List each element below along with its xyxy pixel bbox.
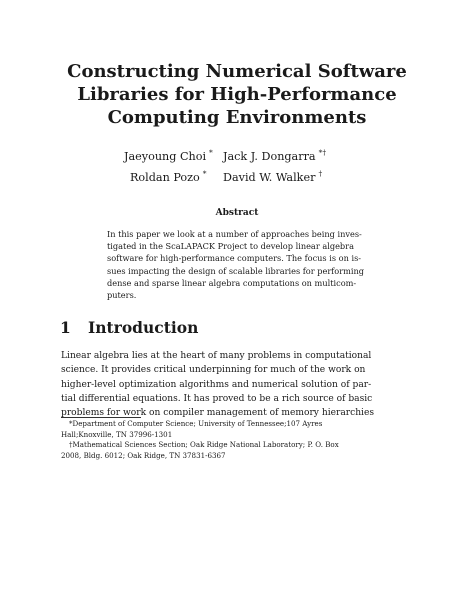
footnote-divider	[61, 417, 141, 418]
abstract-line: In this paper we look at a number of approaches being inves-	[107, 229, 362, 239]
footnote-line: Hall;Knoxville, TN 37996-1301	[61, 429, 173, 439]
section-heading	[60, 318, 198, 337]
abstract-line: sues impacting the design of scalable libraries for performing	[107, 265, 365, 276]
author-column-right	[223, 144, 326, 186]
title-line-3: Computing Environments	[107, 107, 367, 128]
intro-line: tial differential equations. It has proved to be a rich source of basic	[61, 393, 373, 404]
author-name: Jaeyoung Choi	[124, 150, 207, 163]
author-name: Jack J. Dongarra	[223, 150, 316, 163]
author-entry	[223, 165, 326, 186]
section-number: 1	[60, 318, 71, 337]
footnote-line: 2008, Bldg. 6012; Oak Ridge, TN 37831-6367	[61, 450, 226, 460]
author-entry	[124, 144, 213, 165]
abstract-line: dense and sparse linear algebra computations on multicom-	[107, 277, 357, 288]
footnote-line: †Mathematical Sciences Section; Oak Ridge National Laboratory; P. O. Box	[69, 440, 339, 450]
intro-line: problems for work on compiler management of memory hierarchies	[61, 408, 375, 419]
abstract-heading: Abstract	[215, 208, 259, 218]
intro-line: science. It provides critical underpinning for much of the work on	[61, 365, 366, 376]
author-affiliation-mark: †	[318, 169, 323, 178]
author-affiliation-mark: *	[202, 169, 207, 178]
intro-line: Linear algebra lies at the heart of many problems in computational	[61, 351, 372, 361]
abstract-line: software for high-performance computers. The focus is on is-	[107, 253, 362, 264]
author-affiliation-mark: *†	[318, 148, 327, 157]
author-column-left	[124, 144, 213, 186]
author-name: Roldan Pozo	[130, 171, 200, 184]
footnotes	[61, 419, 357, 461]
intro-line: higher-level optimization algorithms and numerical solution of par-	[61, 379, 372, 390]
author-entry	[124, 165, 213, 186]
section-title: Introduction	[88, 318, 199, 337]
title-line-2: Libraries for High-Performance	[77, 84, 397, 105]
footnote-line: *Department of Computer Science; University of Tennessee;107 Ayres	[69, 419, 323, 428]
author-name: David W. Walker	[223, 171, 316, 184]
paper-title	[60, 60, 414, 129]
author-affiliation-mark: *	[209, 148, 213, 157]
intro-paragraph	[61, 349, 375, 420]
title-line-1: Constructing Numerical Software	[67, 61, 407, 82]
author-entry	[223, 144, 326, 165]
abstract-line: puters.	[107, 290, 137, 301]
abstract-body	[107, 228, 369, 301]
abstract-line: tigated in the ScaLAPACK Project to develop linear algebra	[107, 241, 354, 252]
